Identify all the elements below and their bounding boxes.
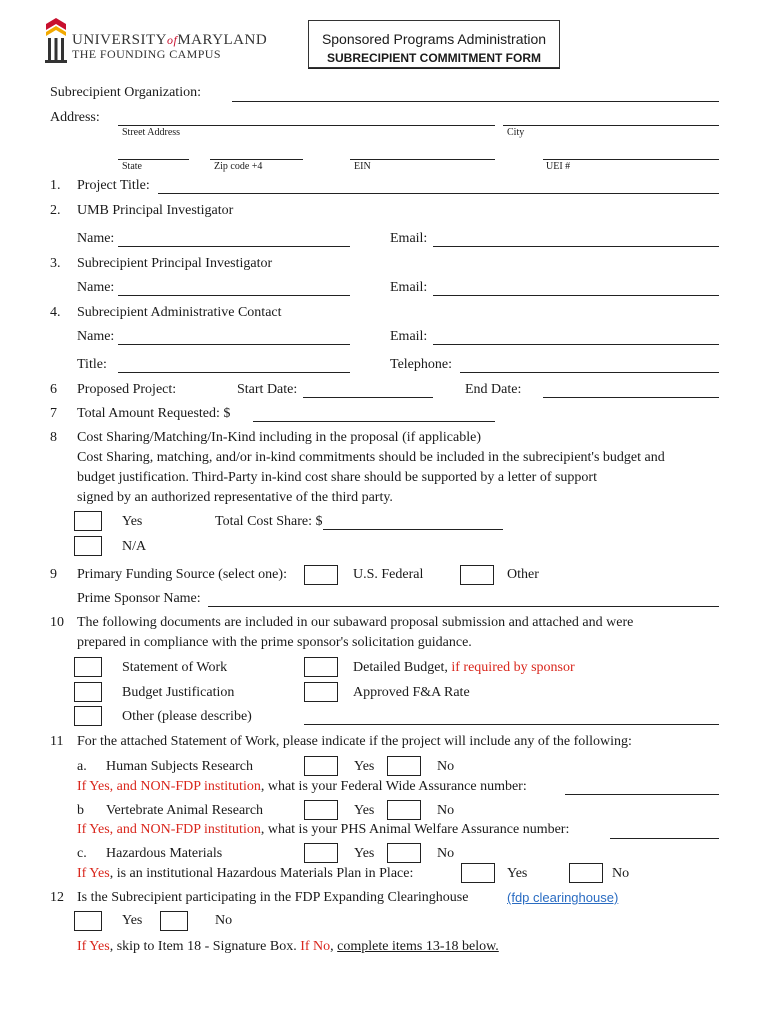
fwa-number-field[interactable] [565,794,719,795]
form-title: SUBRECIPIENT COMMITMENT FORM [327,51,541,65]
fa-rate-checkbox[interactable] [304,682,338,702]
city-field[interactable] [503,125,719,126]
subrecipient-org-label: Subrecipient Organization: [50,85,201,100]
item-number: 9 [50,567,57,582]
admin-email-label: Email: [390,329,428,344]
fdp-question: Is the Subrecipient participating in the FDP Expanding Clearinghouse [77,890,469,905]
admin-title-label: Title: [77,357,107,372]
budget-justification-label: Budget Justification [122,685,235,700]
vertebrate-yes-checkbox[interactable] [304,800,338,820]
total-cost-share-label: Total Cost Share: $ [215,514,323,529]
zip-label: Zip code +4 [214,161,263,172]
logo-line2: THE FOUNDING CAMPUS [72,47,221,61]
start-date-field[interactable] [303,397,433,398]
fdp-clearinghouse-link[interactable]: (fdp clearinghouse) [507,890,619,905]
umb-pi-heading: UMB Principal Investigator [77,203,234,218]
project-title-label: Project Title: [77,178,150,193]
admin-email-field[interactable] [433,344,719,345]
hazardous-yes-label: Yes [354,846,375,861]
sub-pi-name-label: Name: [77,280,115,295]
admin-telephone-field[interactable] [460,372,719,373]
hazard-plan-no-label: No [612,866,630,881]
human-subjects-label: Human Subjects Research [106,759,253,774]
human-subjects-no-checkbox[interactable] [387,756,421,776]
fdp-no-label: No [215,913,233,928]
vertebrate-no-label: No [437,803,455,818]
us-federal-label: U.S. Federal [353,567,424,582]
primary-funding-label: Primary Funding Source (select one): [77,567,287,582]
fdp-no-checkbox[interactable] [160,911,188,931]
header-underline [308,68,560,69]
hazard-plan-no-checkbox[interactable] [569,863,603,883]
admin-title-field[interactable] [118,372,350,373]
admin-telephone-label: Telephone: [390,357,452,372]
human-subjects-yes-checkbox[interactable] [304,756,338,776]
sub-pi-email-field[interactable] [433,295,719,296]
uei-label: UEI # [546,161,571,172]
hazardous-no-label: No [437,846,455,861]
item-number: 4. [50,305,61,320]
docs-text-1: The following documents are included in our subaward proposal submission and attached and were [77,615,634,630]
cost-sharing-text-3: signed by an authorized representative of the third party. [77,490,393,505]
logo-line1: UNIVERSITYofMARYLAND [72,32,268,48]
street-address-field[interactable] [118,125,495,126]
address-label: Address: [50,110,100,125]
item-number: 8 [50,430,57,445]
other-describe-field[interactable] [304,724,719,725]
sow-checkbox[interactable] [74,657,102,677]
umb-pi-email-field[interactable] [433,246,719,247]
funding-other-checkbox[interactable] [460,565,494,585]
detailed-budget-checkbox[interactable] [304,657,338,677]
uei-field[interactable] [543,159,719,160]
hazard-plan-yes-checkbox[interactable] [461,863,495,883]
street-address-label: Street Address [122,127,181,138]
logo-mark-icon [42,16,70,66]
item-letter: b [77,803,84,818]
phs-question: If Yes, and NON-FDP institution, what is your PHS Animal Welfare Assurance number: [77,822,570,837]
item-number: 10 [50,615,64,630]
ein-field[interactable] [350,159,495,160]
us-federal-checkbox[interactable] [304,565,338,585]
state-label: State [122,161,142,172]
admin-contact-heading: Subrecipient Administrative Contact [77,305,282,320]
hazard-plan-question: If Yes, is an institutional Hazardous Materials Plan in Place: [77,866,414,881]
total-amount-label: Total Amount Requested: $ [77,406,231,421]
item-number: 7 [50,406,57,421]
budget-justification-checkbox[interactable] [74,682,102,702]
item-letter: c. [77,846,87,861]
other-describe-label: Other (please describe) [122,709,252,724]
cost-sharing-text-1: Cost Sharing, matching, and/or in-kind commitments should be included in the subrecipient's budget and [77,450,665,465]
cost-sharing-text-2: budget justification. Third-Party in-kind cost share should be supported by a letter of support [77,470,597,485]
total-cost-share-field[interactable] [323,529,503,530]
umb-pi-name-field[interactable] [118,246,350,247]
umb-pi-name-label: Name: [77,231,115,246]
project-title-field[interactable] [158,193,719,194]
fdp-yes-label: Yes [122,913,143,928]
cost-share-yes-checkbox[interactable] [74,511,102,531]
vertebrate-yes-label: Yes [354,803,375,818]
item-number: 12 [50,890,64,905]
sow-question: For the attached Statement of Work, please indicate if the project will include any of the following: [77,734,632,749]
item-number: 11 [50,734,64,749]
proposed-project-label: Proposed Project: [77,382,177,397]
sub-pi-heading: Subrecipient Principal Investigator [77,256,273,271]
item-number: 6 [50,382,57,397]
item-number: 1. [50,178,61,193]
item-letter: a. [77,759,87,774]
hazardous-label: Hazardous Materials [106,846,223,861]
office-name: Sponsored Programs Administration [321,31,547,47]
total-amount-field[interactable] [253,421,495,422]
sub-pi-email-label: Email: [390,280,428,295]
end-date-field[interactable] [543,397,719,398]
sub-pi-name-field[interactable] [118,295,350,296]
hazard-plan-yes-label: Yes [507,866,528,881]
umb-pi-email-label: Email: [390,231,428,246]
start-date-label: Start Date: [237,382,298,397]
hazardous-yes-checkbox[interactable] [304,843,338,863]
ein-label: EIN [354,161,371,172]
end-date-label: End Date: [465,382,522,397]
item-number: 3. [50,256,61,271]
fwa-question: If Yes, and NON-FDP institution, what is your Federal Wide Assurance number: [77,779,527,794]
header-box [308,20,560,68]
cost-share-yes-label: Yes [122,514,143,529]
cost-sharing-heading: Cost Sharing/Matching/In-Kind including in the proposal (if applicable) [77,430,481,445]
fa-rate-label: Approved F&A Rate [353,685,470,700]
phs-number-field[interactable] [610,838,719,839]
vertebrate-no-checkbox[interactable] [387,800,421,820]
subrecipient-org-field[interactable] [232,101,719,102]
vertebrate-label: Vertebrate Animal Research [106,803,264,818]
other-describe-checkbox[interactable] [74,706,102,726]
detailed-budget-label: Detailed Budget, if required by sponsor [353,660,575,675]
item-number: 2. [50,203,61,218]
cost-share-na-checkbox[interactable] [74,536,102,556]
cost-share-na-label: N/A [122,539,147,554]
admin-name-field[interactable] [118,344,350,345]
hazardous-no-checkbox[interactable] [387,843,421,863]
prime-sponsor-field[interactable] [208,606,719,607]
state-field[interactable] [118,159,189,160]
sow-label: Statement of Work [122,660,228,675]
city-label: City [507,127,525,138]
fdp-instructions: If Yes, skip to Item 18 - Signature Box. If No, complete items 13-18 below. [77,939,499,954]
funding-other-label: Other [507,567,539,582]
fdp-yes-checkbox[interactable] [74,911,102,931]
admin-name-label: Name: [77,329,115,344]
prime-sponsor-label: Prime Sponsor Name: [77,591,201,606]
human-subjects-yes-label: Yes [354,759,375,774]
zip-field[interactable] [210,159,303,160]
docs-text-2: prepared in compliance with the prime sponsor's solicitation guidance. [77,635,472,650]
human-subjects-no-label: No [437,759,455,774]
